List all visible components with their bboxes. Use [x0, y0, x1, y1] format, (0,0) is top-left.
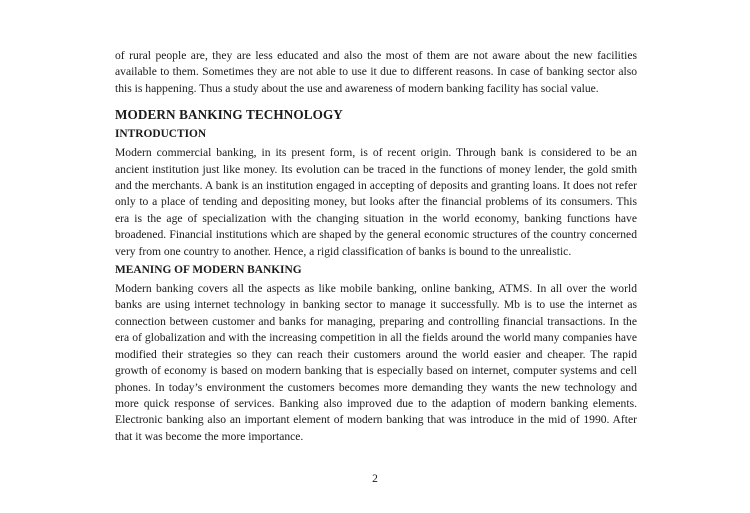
main-heading: MODERN BANKING TECHNOLOGY: [115, 107, 343, 123]
document-page: [115, 48, 637, 445]
meaning-paragraph: Modern banking covers all the aspects as like mobile banking, online banking, ATMS. In all over the world banks are using internet technology in banking sector to manage it successfully. Mb is to use the internet as connection between customer and banks for managing, preparing and controlling financial transactions. In the era of globalization and with the increasing competition in all the fields around the world many companies have modified their strategies so they can reach their customers around the world easier and cheaper. The rapid growth of economy is based on modern banking that is especially based on internet, computer systems and cell phones. In today’s environment the customers becomes more demanding they wants the new technology and more quick response of services. Banking also improved due to the adaption of modern banking elements. Electronic banking also an important element of modern banking that was introduce in the mid of 1990. After that it was become the more importance.: [115, 282, 637, 443]
page-number: 2: [372, 473, 378, 485]
intro-continuation-paragraph: of rural people are, they are less educated and also the most of them are not aware about the new facilities available to them. Sometimes they are not able to use it due to different reasons. In case of banking sector also this is happening. Thus a study about the use and awareness of modern banking facility has social value.: [115, 49, 637, 95]
introduction-paragraph: Modern commercial banking, in its present form, is of recent origin. Through bank is considered to be an ancient institution just like money. Its evolution can be traced in the functions of money lender, the gold smith and the merchants. A bank is an institution engaged in accepting of deposits and granting loans. It does not refer only to a place of tending and depositing money, but looks after the financial problems of its consumers. This era is the age of specialization with the changing situation in the world economy, banking functions have broadened. Financial institutions which are shaped by the general economic structures of the country concerned very from one country to another. Hence, a rigid classification of banks is bound to the unrealistic.: [115, 146, 637, 258]
section-heading-introduction: INTRODUCTION: [115, 128, 207, 141]
section-heading-meaning: MEANING OF MODERN BANKING: [115, 264, 302, 277]
